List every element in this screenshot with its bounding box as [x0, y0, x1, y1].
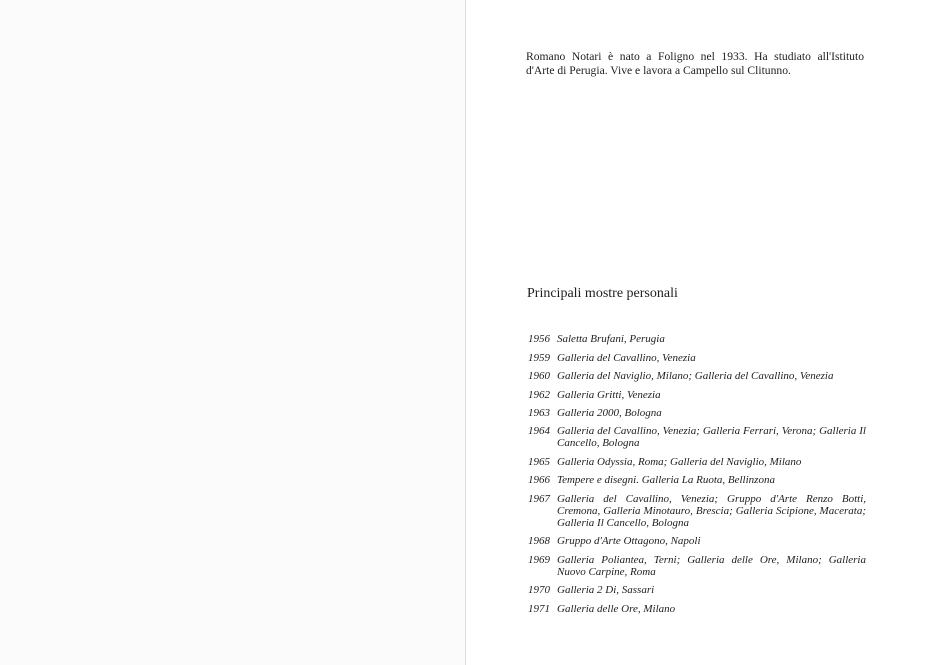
exhibition-year: 1960 — [528, 370, 550, 382]
exhibition-year: 1968 — [528, 535, 550, 547]
exhibition-venue: Galleria del Naviglio, Milano; Galleria del Cavallino, Venezia — [557, 370, 834, 382]
exhibition-venue: Galleria Gritti, Venezia — [557, 389, 661, 401]
exhibition-venue: Galleria del Cavallino, Venezia; Gruppo d'Arte Renzo Botti, Cremona, Galleria Minotauro, Brescia; Galleria Scipione, Macerata; Galleria Il Cancello, Bologna — [557, 493, 866, 529]
artist-bio — [526, 50, 864, 78]
exhibition-venue: Saletta Brufani, Perugia — [557, 333, 665, 345]
exhibition-venue: Galleria delle Ore, Milano — [557, 603, 676, 615]
exhibition-item — [528, 603, 866, 615]
exhibition-year: 1962 — [528, 389, 550, 401]
exhibition-year: 1959 — [528, 352, 550, 364]
exhibition-year: 1966 — [528, 474, 550, 486]
exhibition-year: 1971 — [528, 603, 550, 615]
exhibition-venue: Gruppo d'Arte Ottagono, Napoli — [557, 535, 701, 547]
section-heading: Principali mostre personali — [527, 286, 678, 301]
exhibition-venue: Galleria del Cavallino, Venezia — [557, 352, 696, 364]
exhibition-year: 1967 — [528, 493, 550, 505]
exhibition-venue: Galleria Poliantea, Terni; Galleria delle Ore, Milano; Galleria Nuovo Carpine, Roma — [557, 554, 866, 578]
exhibition-venue: Galleria del Cavallino, Venezia; Galleria Ferrari, Verona; Galleria Il Cancello, Bologna — [557, 425, 866, 449]
exhibition-year: 1964 — [528, 425, 550, 437]
exhibition-venue: Galleria Odyssia, Roma; Galleria del Naviglio, Milano — [557, 456, 802, 468]
bio-line: d'Arte di Perugia. Vive e lavora a Campello sul Clitunno. — [526, 64, 791, 77]
exhibition-item — [528, 425, 866, 449]
exhibition-item — [528, 474, 866, 486]
exhibition-item — [528, 370, 866, 382]
exhibition-venue: Tempere e disegni. Galleria La Ruota, Bellinzona — [557, 474, 775, 486]
exhibition-list — [528, 327, 866, 615]
exhibition-item — [528, 535, 866, 547]
exhibition-item — [528, 407, 866, 419]
exhibition-year: 1963 — [528, 407, 550, 419]
exhibition-year: 1956 — [528, 333, 550, 345]
exhibition-venue: Galleria 2 Di, Sassari — [557, 584, 655, 596]
right-page — [466, 0, 930, 665]
exhibition-year: 1970 — [528, 584, 550, 596]
exhibition-year: 1965 — [528, 456, 550, 468]
exhibition-year: 1969 — [528, 554, 550, 566]
exhibition-item — [528, 352, 866, 364]
exhibition-item — [528, 389, 866, 401]
exhibition-item — [528, 554, 866, 578]
bio-line: Romano Notari è nato a Foligno nel 1933. Ha studiato all'Istituto — [526, 50, 864, 63]
exhibition-item — [528, 333, 866, 345]
exhibition-venue: Galleria 2000, Bologna — [557, 407, 662, 419]
exhibition-item — [528, 493, 866, 529]
exhibition-item — [528, 584, 866, 596]
exhibition-item — [528, 456, 866, 468]
